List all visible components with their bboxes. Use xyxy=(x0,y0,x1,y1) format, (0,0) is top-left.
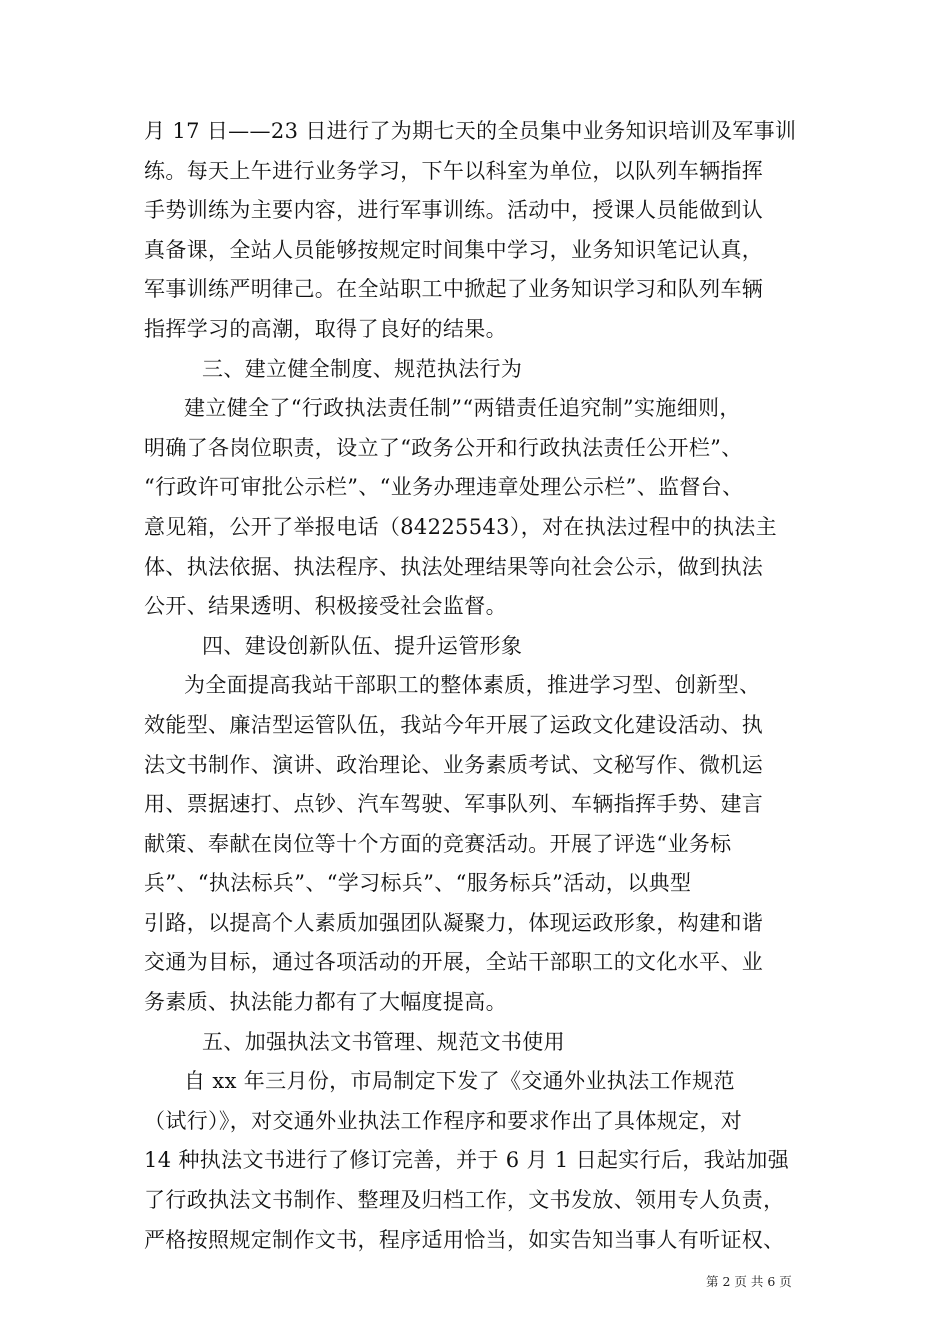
text-line: 指挥学习的高潮，取得了良好的结果。 xyxy=(144,316,507,341)
text-line: 真备课，全站人员能够按规定时间集中学习，业务知识笔记认真， xyxy=(144,237,764,262)
text-line: 兵”、“执法标兵”、“学习标兵”、“服务标兵”活动，以典型 xyxy=(144,871,692,896)
text-line: 效能型、廉洁型运管队伍，我站今年开展了运政文化建设活动、执 xyxy=(144,712,764,737)
text-line: 手势训练为主要内容，进行军事训练。活动中，授课人员能做到认 xyxy=(144,198,764,223)
text-line: 公开、结果透明、积极接受社会监督。 xyxy=(144,594,507,619)
text-line: 引路，以提高个人素质加强团队凝聚力，体现运政形象，构建和谐 xyxy=(144,910,764,935)
text-line: 了行政执法文书制作、整理及归档工作，文书发放、领用专人负责， xyxy=(144,1188,785,1213)
section-heading-5: 五、加强执法文书管理、规范文书使用 xyxy=(202,1029,565,1054)
text-line: 练。每天上午进行业务学习，下午以科室为单位，以队列车辆指挥 xyxy=(144,158,764,183)
text-line: 法文书制作、演讲、政治理论、业务素质考试、文秘写作、微机运 xyxy=(144,752,764,777)
text-line: 为全面提高我站干部职工的整体素质，推进学习型、创新型、 xyxy=(184,673,761,698)
text-line: 务素质、执法能力都有了大幅度提高。 xyxy=(144,990,507,1015)
text-line: 体、执法依据、执法程序、执法处理结果等向社会公示，做到执法 xyxy=(144,554,764,579)
section-heading-3: 三、建立健全制度、规范执法行为 xyxy=(202,356,523,381)
text-line: （试行）》，对交通外业执法工作程序和要求作出了具体规定，对 xyxy=(144,1108,743,1133)
text-line: “行政许可审批公示栏”、“业务办理违章处理公示栏”、监督台、 xyxy=(144,475,744,500)
text-line: 自 xx 年三月份，市局制定下发了《交通外业执法工作规范 xyxy=(184,1069,735,1094)
text-line: 军事训练严明律己。在全站职工中掀起了业务知识学习和队列车辆 xyxy=(144,277,764,302)
text-line: 月 17 日——23 日进行了为期七天的全员集中业务知识培训及军事训 xyxy=(144,119,797,143)
text-line: 意见箱，公开了举报电话（84225543），对在执法过程中的执法主 xyxy=(144,514,777,539)
text-line: 明确了各岗位职责，设立了“政务公开和行政执法责任公开栏”、 xyxy=(144,435,743,460)
text-line: 14 种执法文书进行了修订完善，并于 6 月 1 日起实行后，我站加强 xyxy=(144,1148,790,1173)
text-line: 交通为目标，通过各项活动的开展，全站干部职工的文化水平、业 xyxy=(144,950,764,975)
text-line: 严格按照规定制作文书，程序适用恰当，如实告知当事人有听证权、 xyxy=(144,1227,785,1252)
text-line: 建立健全了“行政执法责任制”“两错责任追究制”实施细则， xyxy=(184,396,741,421)
document-body xyxy=(144,112,820,1260)
section-heading-4: 四、建设创新队伍、提升运管形象 xyxy=(202,633,523,658)
text-line: 用、票据速打、点钞、汽车驾驶、军事队列、车辆指挥手势、建言 xyxy=(144,792,764,817)
page-number: 第 2 页 共 6 页 xyxy=(706,1274,792,1289)
text-line: 献策、奉献在岗位等十个方面的竞赛活动。开展了评选“业务标 xyxy=(144,831,732,856)
